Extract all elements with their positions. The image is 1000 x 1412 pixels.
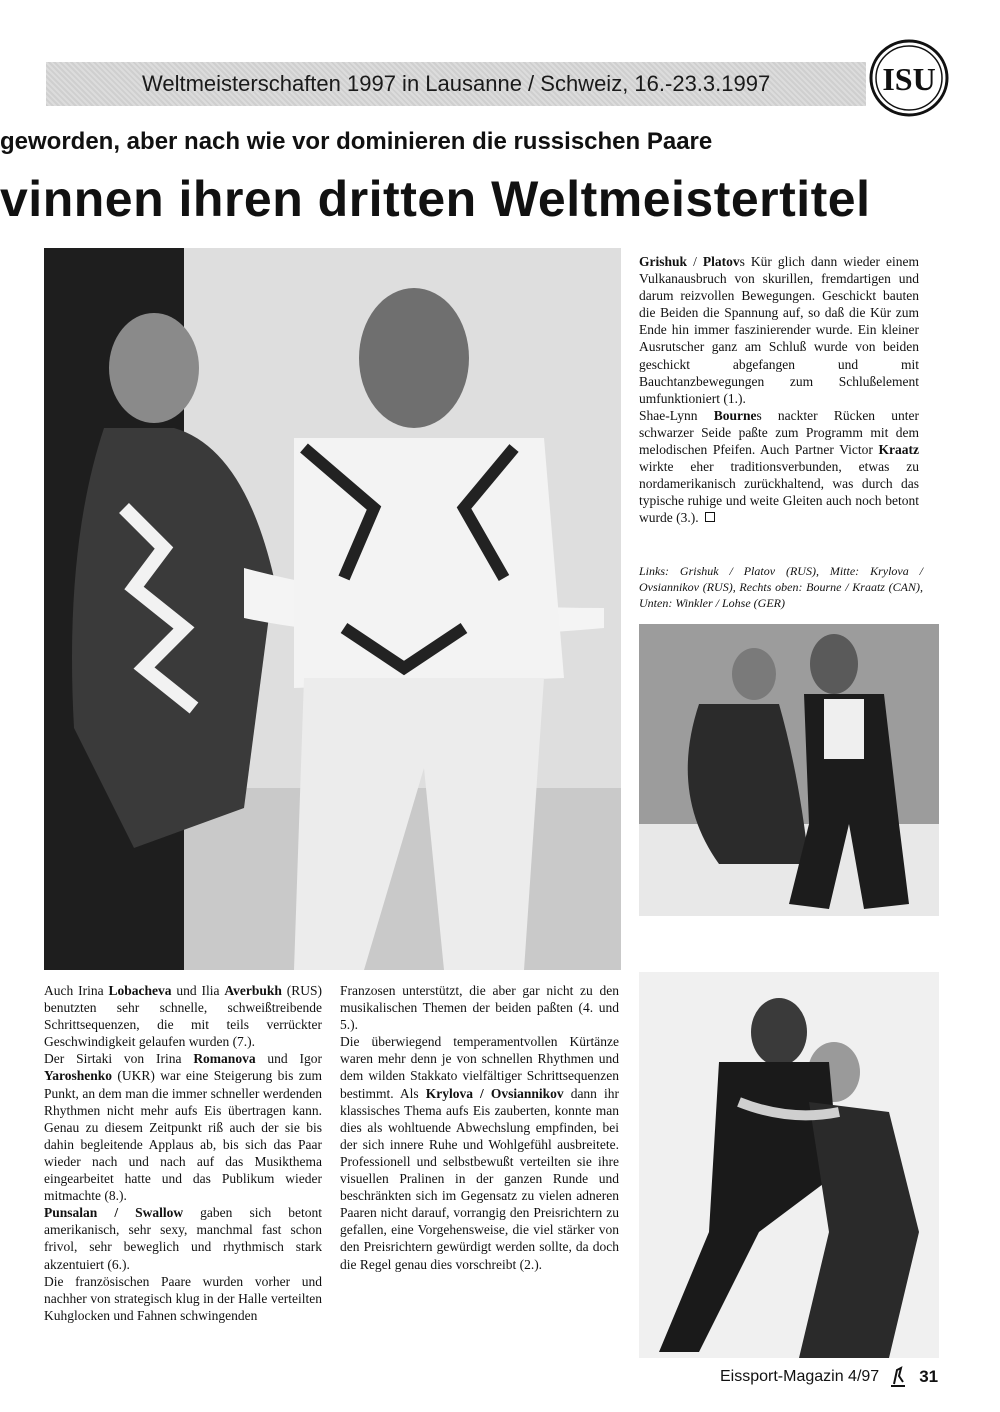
text-run: Shae-Lynn bbox=[639, 407, 714, 423]
text-run: / bbox=[687, 254, 703, 269]
paragraph-krylova-ovsiannikov bbox=[340, 1033, 619, 1272]
skater-logo-icon bbox=[885, 1364, 911, 1390]
paragraph-bourne-kraatz bbox=[639, 407, 919, 527]
text-run: und Ilia bbox=[171, 983, 225, 998]
event-banner-text: Weltmeisterschaften 1997 in Lausanne / Schweiz, 16.-23.3.1997 bbox=[142, 71, 771, 96]
bold-name-run: Bourne bbox=[713, 407, 757, 423]
text-run: Der Sirtaki von Irina bbox=[44, 1051, 194, 1067]
text-run: Auch Irina bbox=[44, 983, 109, 998]
magazine-issue: Eissport-Magazin 4/97 bbox=[720, 1368, 880, 1385]
bold-name-run: Krylova / Ovsiannikov bbox=[425, 1085, 564, 1101]
bold-name-run: Grishuk bbox=[639, 254, 688, 269]
bold-name-run: Lobacheva bbox=[108, 983, 172, 998]
paragraph-romanova-yaroshenko bbox=[44, 1050, 322, 1204]
middle-text-column bbox=[340, 982, 619, 1273]
paragraph-french-pairs bbox=[44, 1273, 322, 1324]
main-photo-skating-pair bbox=[44, 248, 621, 970]
text-run: (UKR) war eine Steigerung bis zum Punkt, an dem man die immer schneller werdenden Rhythmen nicht mehr aufs Eis übertragen kann. Genau zu diesem Zeitpunkt riß auch der sie bis dahin begleitende Applaus ab, bis sich das Paar wieder nach und nach auf das Musikthema eingearbeitet hatte und das Publikum wieder mitmachte (8.). bbox=[44, 1068, 322, 1204]
svg-text:ISU: ISU bbox=[882, 61, 936, 97]
bold-name-run: Punsalan / Swallow bbox=[44, 1205, 184, 1221]
left-text-column bbox=[44, 982, 322, 1324]
text-run: s Kür glich dann wieder einem Vulkanausbruch von skurillen, fremdartigen und darum reizvollen Bewegungen. Geschickt bauten die Beiden die Spannung auf, so daß die Kür zum Ende hin immer faszinierender wurde. Ein kleiner Ausrutscher ganz am Schluß wurde von beiden geschickt abgefangen und mit Bauchtanzbewegungen zum Schlußelement umfunktioniert (1.). bbox=[639, 254, 919, 406]
text-run: (RUS) benutzten sehr schnelle, schweißtreibende Schrittsequenzen, die mit teils verrückter Geschwindigkeit gelaufen wurden (7.). bbox=[44, 983, 322, 1050]
article-headline: vinnen ihren dritten Weltmeistertitel bbox=[0, 171, 871, 227]
page-number: 31 bbox=[919, 1367, 939, 1386]
bold-name-run: Averbukh bbox=[224, 983, 282, 998]
event-banner bbox=[46, 62, 866, 106]
article-subtitle: geworden, aber nach wie vor dominieren die russischen Paare bbox=[0, 128, 713, 155]
paragraph-punsalan-swallow bbox=[44, 1204, 322, 1272]
text-run: wirkte eher traditionsverbunden, etwas zu nordamerikanisch zurückhaltend, was durch das typische ruhige und weite Gleiten auch noch betont wurde (3.). bbox=[639, 459, 919, 526]
text-run: und Igor bbox=[255, 1051, 322, 1067]
page-footer bbox=[720, 1362, 950, 1392]
bold-name-run: Platov bbox=[702, 254, 740, 269]
text-run: Die französischen Paare wurden vorher und nachher von strategisch klug in der Halle verteilten Kuhglocken und Fahnen schwingenden bbox=[44, 1273, 322, 1323]
right-top-text-column bbox=[639, 253, 919, 527]
photo-winkler-lohse bbox=[639, 972, 939, 1358]
text-run: gaben sich betont amerikanisch, sehr sexy, manchmal fast schon frivol, sehr beweglich und rhythmisch stark akzentuiert (6.). bbox=[44, 1205, 322, 1272]
photo-caption: Links: Grishuk / Platov (RUS), Mitte: Krylova / Ovsiannikov (RUS), Rechts oben: Bourne / Kraatz (CAN), Unten: Winkler / Lohse (GER) bbox=[639, 564, 923, 610]
isu-logo bbox=[868, 38, 950, 118]
text-run: Franzosen unterstützt, die aber gar nicht zu den musikalischen Themen der beiden paßten (4. und 5.). bbox=[340, 983, 619, 1033]
bold-name-run: Kraatz bbox=[878, 442, 919, 458]
text-run: Die überwiegend temperamentvollen Kürtänze waren mehr denn je von schnellen Rhythmen und dem wilden Stakkato vielfältiger Schrittsequenzen bestimmt. Als bbox=[340, 1034, 619, 1101]
photo-bourne-kraatz bbox=[639, 624, 939, 916]
paragraph-lobacheva-averbukh bbox=[44, 982, 322, 1050]
text-run: s nackter Rücken unter schwarzer Seide paßte zum Programm mit dem melodischen Pfeifen. Auch Partner Victor bbox=[639, 407, 919, 458]
article-end-mark-icon bbox=[705, 512, 715, 522]
bold-name-run: Yaroshenko bbox=[44, 1068, 113, 1084]
paragraph-french-continued bbox=[340, 982, 619, 1033]
text-run: dann ihr klassisches Thema aufs Eis zauberten, konnte man dies als wohltuende Abwechslung empfinden, bei der sich innere Ruhe und Wohlgefühl ausbreitete. Professionell und selbstbewußt verteilten sie ihre visuellen Pralinen in der ganzen Runde und beschränkten sich im Gegensatz zu vielen adneren Paaren nicht darauf, vorrangig den Preisrichtern zu gefallen, eine Vorgehensweise, die viel stärker von den Preisrichtern gewürdigt werden sollte, da doch die Regel genau dies vorschreibt (2.). bbox=[340, 1085, 619, 1272]
paragraph-grishuk-platov bbox=[639, 253, 919, 407]
bold-name-run: Romanova bbox=[193, 1051, 256, 1067]
